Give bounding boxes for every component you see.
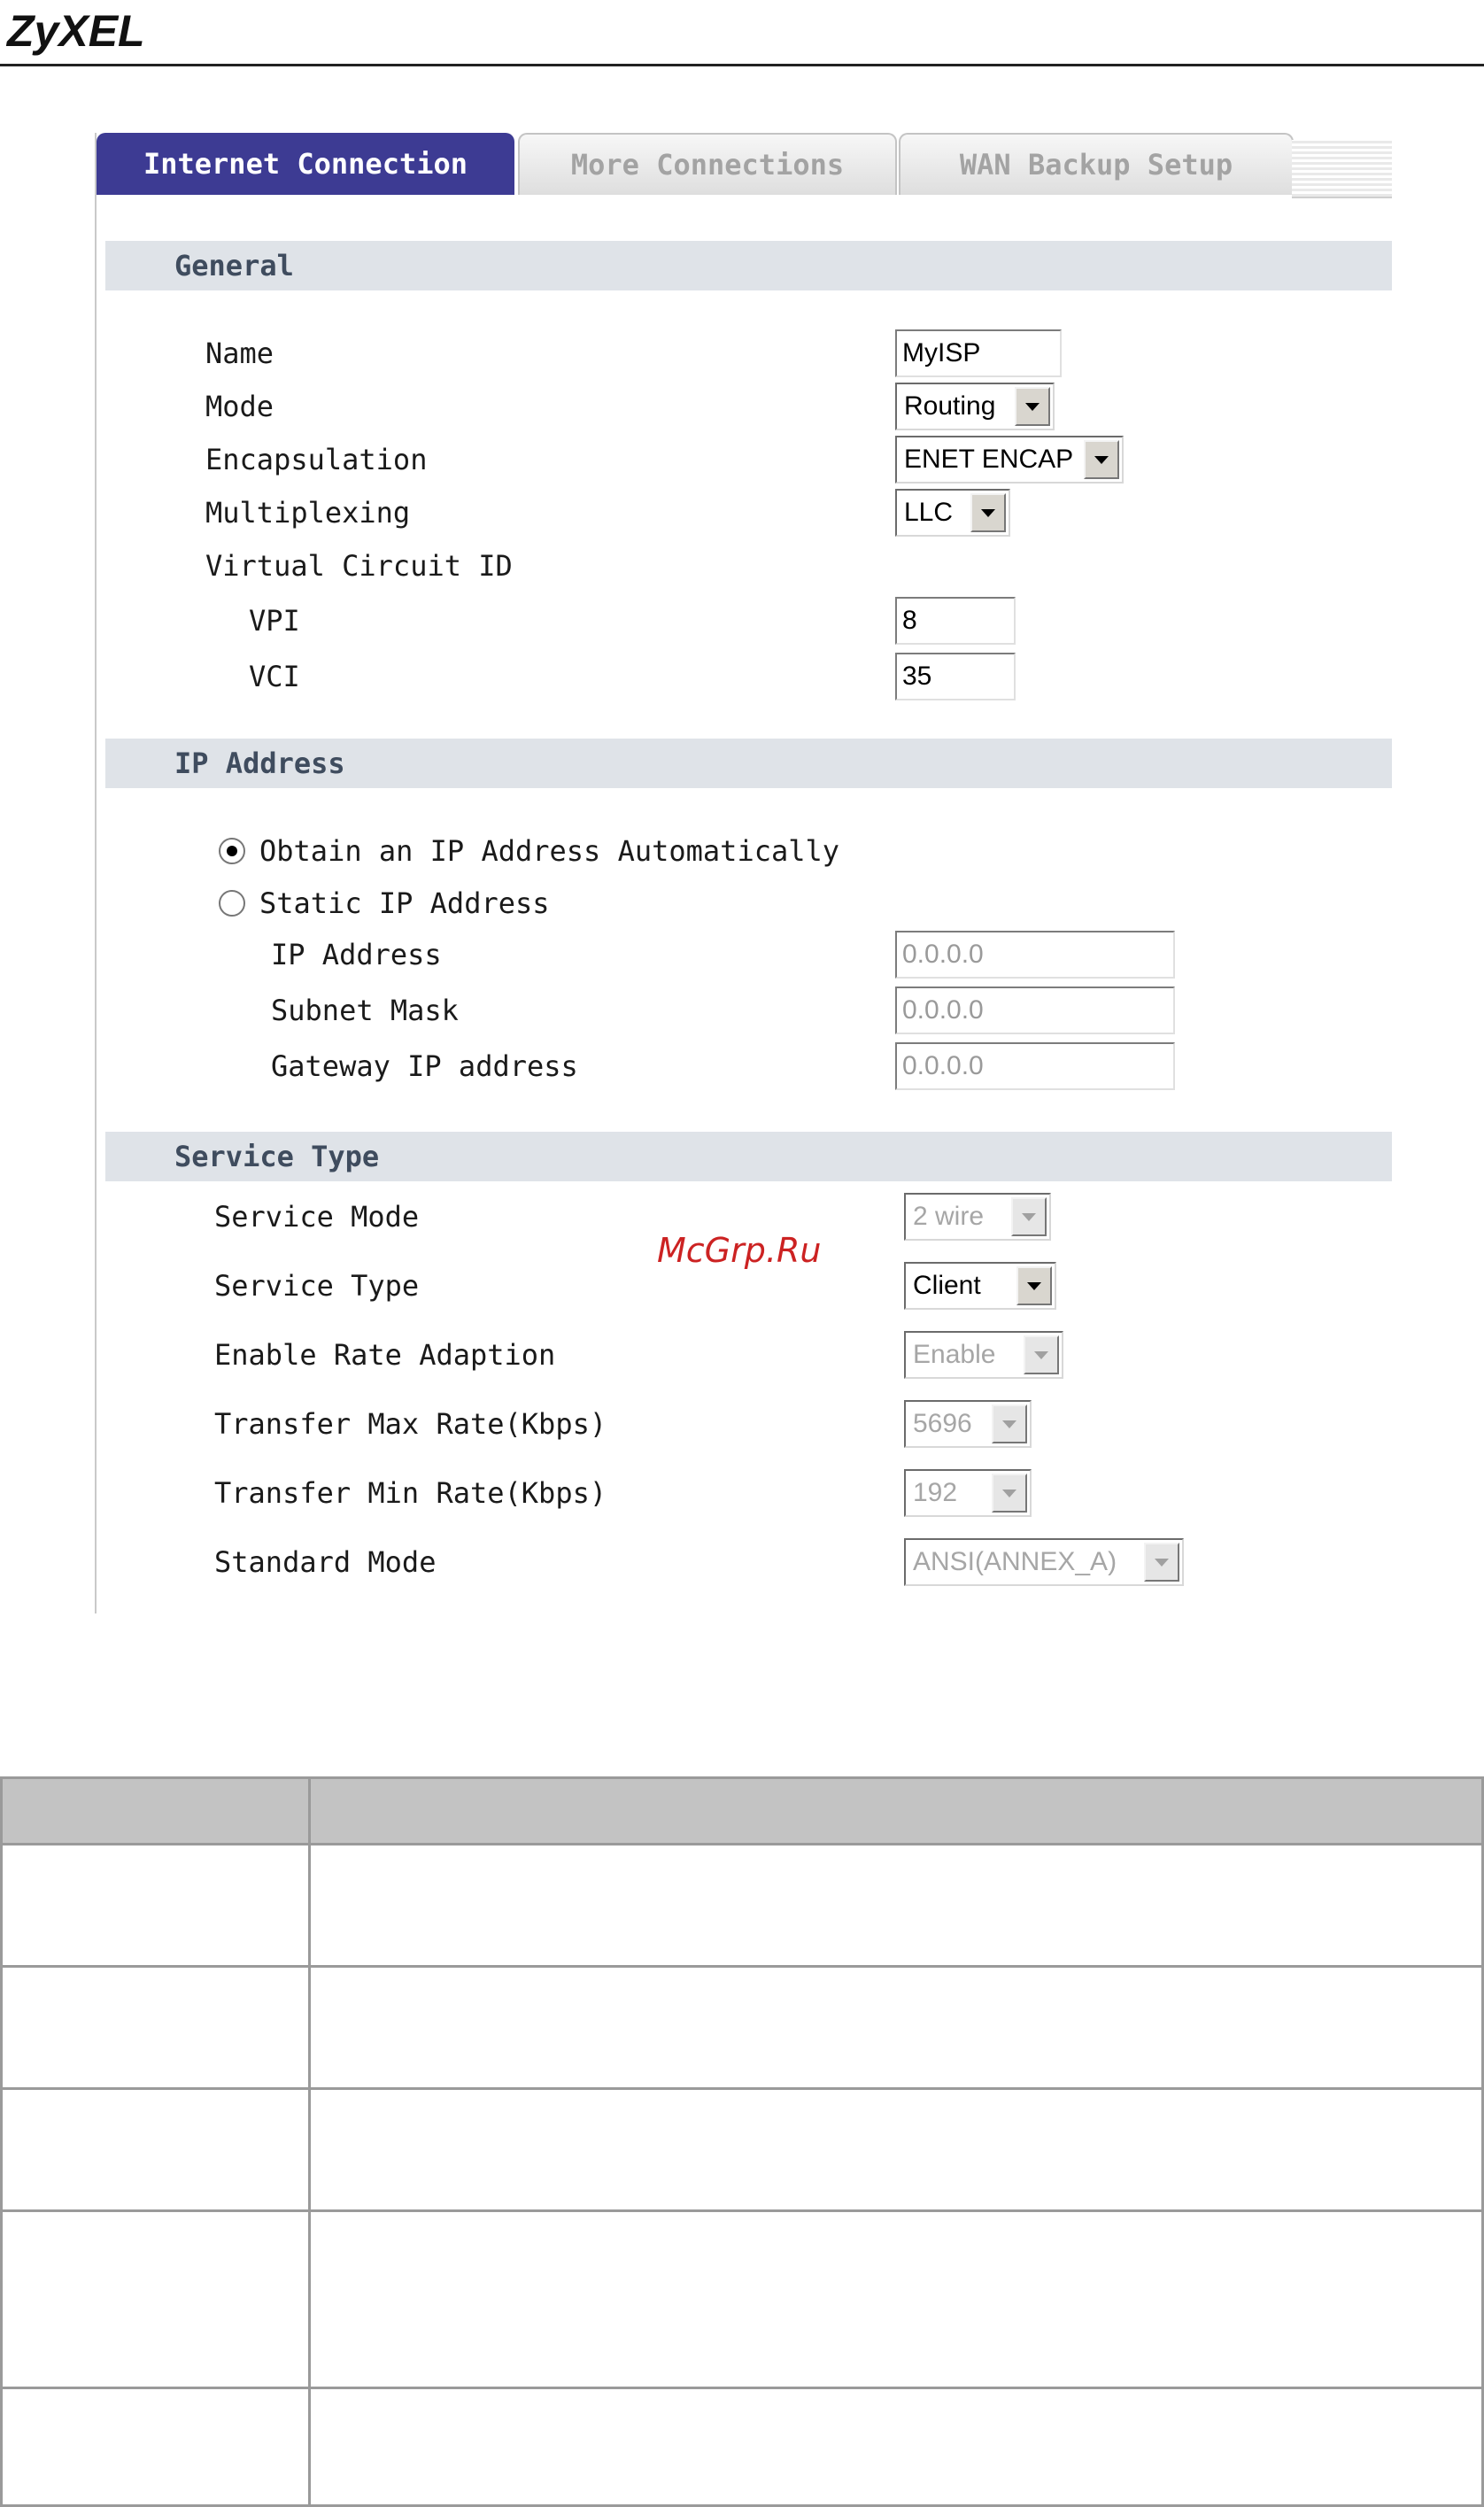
chevron-down-icon — [1016, 1266, 1052, 1305]
section-ip-address-title: IP Address — [174, 747, 345, 780]
rate-adaption-select-value: Enable — [913, 1340, 996, 1369]
table-row — [0, 2389, 1484, 2507]
table-row — [0, 2090, 1484, 2212]
subnet-mask-label: Subnet Mask — [271, 994, 459, 1027]
service-mode-label: Service Mode — [214, 1200, 420, 1234]
tab-wan-backup-setup[interactable]: WAN Backup Setup — [899, 133, 1294, 195]
chevron-down-icon — [1011, 1197, 1047, 1236]
rate-adaption-label: Enable Rate Adaption — [214, 1338, 556, 1372]
multiplexing-select-value: LLC — [904, 498, 954, 527]
standard-mode-label: Standard Mode — [214, 1545, 437, 1579]
tab-bar — [97, 133, 1392, 198]
vpi-input[interactable]: 8 — [895, 597, 1016, 645]
static-ip-label: Static IP Address — [259, 886, 550, 920]
description-table — [0, 1776, 1484, 2507]
chevron-down-icon — [992, 1474, 1027, 1513]
chevron-down-icon — [992, 1404, 1027, 1443]
ip-address-input[interactable]: 0.0.0.0 — [895, 931, 1175, 979]
min-rate-label: Transfer Min Rate(Kbps) — [214, 1476, 607, 1510]
chevron-down-icon — [970, 493, 1006, 532]
standard-mode-select[interactable] — [904, 1538, 1184, 1586]
min-rate-select[interactable] — [904, 1469, 1032, 1517]
max-rate-label: Transfer Max Rate(Kbps) — [214, 1407, 607, 1441]
obtain-ip-auto-radio[interactable] — [219, 838, 245, 864]
multiplexing-label: Multiplexing — [205, 496, 411, 530]
max-rate-select-value: 5696 — [913, 1409, 972, 1438]
gateway-ip-input[interactable]: 0.0.0.0 — [895, 1042, 1175, 1090]
obtain-ip-auto-label: Obtain an IP Address Automatically — [259, 834, 840, 868]
chevron-down-icon — [1015, 387, 1050, 426]
zyxel-logo: ZyXEL — [7, 6, 145, 56]
vci-label: VCI — [249, 660, 300, 693]
mode-select[interactable] — [895, 383, 1055, 430]
table-row — [0, 1845, 1484, 1968]
name-label: Name — [205, 337, 274, 370]
section-service-type-title: Service Type — [174, 1140, 380, 1173]
rate-adaption-select[interactable] — [904, 1331, 1063, 1379]
table-row — [0, 2212, 1484, 2389]
chevron-down-icon — [1144, 1543, 1179, 1582]
virtual-circuit-id-label: Virtual Circuit ID — [205, 549, 513, 583]
encapsulation-select[interactable] — [895, 436, 1124, 484]
mode-label: Mode — [205, 390, 274, 423]
max-rate-select[interactable] — [904, 1400, 1032, 1448]
service-mode-select[interactable] — [904, 1193, 1051, 1241]
static-ip-radio[interactable] — [219, 890, 245, 917]
multiplexing-select[interactable] — [895, 489, 1010, 537]
vpi-label: VPI — [249, 604, 300, 638]
service-type-select[interactable] — [904, 1262, 1056, 1310]
service-type-label: Service Type — [214, 1269, 420, 1303]
table-column-divider — [308, 1776, 311, 2507]
service-type-select-value: Client — [913, 1271, 981, 1300]
table-row — [0, 1968, 1484, 2090]
subnet-mask-input[interactable]: 0.0.0.0 — [895, 987, 1175, 1034]
vci-input[interactable]: 35 — [895, 653, 1016, 700]
encapsulation-label: Encapsulation — [205, 443, 428, 476]
mode-select-value: Routing — [904, 391, 996, 421]
section-ip-address — [105, 739, 1392, 788]
section-service-type — [105, 1132, 1392, 1181]
chevron-down-icon — [1084, 440, 1119, 479]
header-rule — [0, 64, 1484, 66]
ip-address-label: IP Address — [271, 938, 442, 971]
min-rate-select-value: 192 — [913, 1478, 958, 1507]
chevron-down-icon — [1024, 1335, 1059, 1374]
table-header — [0, 1776, 1484, 1845]
wan-setup-panel — [95, 133, 1392, 1613]
encapsulation-select-value: ENET ENCAP — [904, 445, 1074, 474]
standard-mode-select-value: ANSI(ANNEX_A) — [913, 1547, 1117, 1576]
name-input[interactable]: MyISP — [895, 329, 1062, 377]
tab-internet-connection[interactable]: Internet Connection — [97, 133, 514, 195]
tab-more-connections[interactable]: More Connections — [518, 133, 897, 195]
section-general — [105, 241, 1392, 290]
section-general-title: General — [174, 249, 294, 282]
gateway-ip-label: Gateway IP address — [271, 1049, 578, 1083]
watermark: McGrp.Ru — [657, 1231, 822, 1270]
service-mode-select-value: 2 wire — [913, 1202, 985, 1231]
tab-bar-filler — [1292, 140, 1392, 198]
